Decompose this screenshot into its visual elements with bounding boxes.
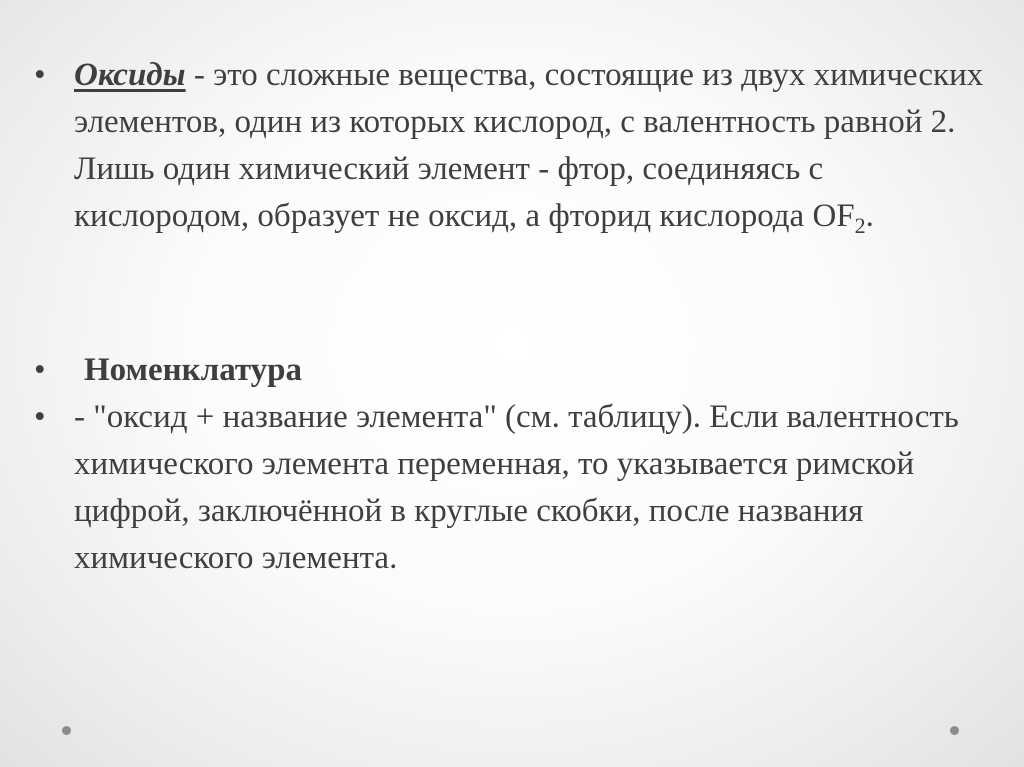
definition-tail: .: [865, 198, 874, 234]
bullet-nomenclature-rule: [34, 394, 994, 582]
bullet-marker: •: [34, 352, 46, 388]
spacer: [34, 240, 994, 347]
bullet-marker: •: [34, 399, 46, 435]
definition-text: - это сложные вещества, состоящие из двух химических элементов, один из которых кислород, с валентность равной 2. Лишь один химический элемент - фтор, соединяясь с кислородом, образует не оксид, а фторид кислорода OF: [74, 57, 984, 234]
corner-dot-right: [950, 726, 959, 735]
bullet-nomenclature-heading: [34, 347, 994, 394]
bullet-list: [34, 52, 994, 582]
bullet-marker: •: [34, 57, 46, 93]
nomenclature-heading: Номенклатура: [84, 352, 302, 388]
corner-dot-left: [62, 726, 71, 735]
nomenclature-text: - "оксид + название элемента" (см. таблицу). Если валентность химического элемента переменная, то указывается римской цифрой, заключённой в круглые скобки, после названия химического элемента.: [74, 399, 959, 576]
formula-subscript: 2: [854, 213, 866, 238]
term-oxides: Оксиды: [74, 57, 186, 93]
bullet-oxides-definition: [34, 52, 994, 240]
